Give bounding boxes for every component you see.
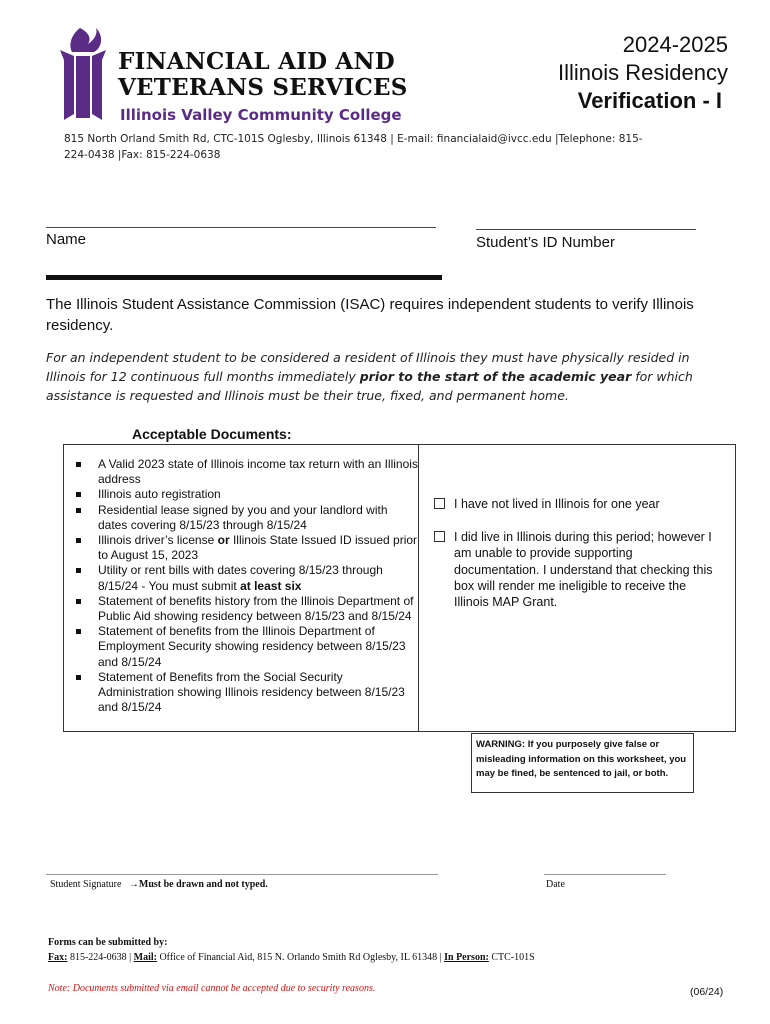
bullet-icon — [76, 629, 81, 634]
section-divider — [46, 275, 442, 280]
list-item: Statement of benefits history from the Illinois Department of Public Aid showing residency between 8/15/23 and 8/15/24 — [64, 594, 418, 624]
college-name: Illinois Valley Community College — [120, 106, 402, 124]
student-id-field[interactable] — [476, 229, 696, 230]
checkbox-icon[interactable] — [434, 498, 445, 509]
list-item: Utility or rent bills with dates covering 8/15/23 through 8/15/24 - You must submit at least six — [64, 563, 418, 593]
list-item: Illinois auto registration — [64, 487, 418, 502]
warning-box: WARNING: If you purposely give false or misleading information on this worksheet, you may be fined, be sentenced to jail, or both. — [471, 733, 694, 793]
checkbox-label: I did live in Illinois during this period; however I am unable to provide supporting documentation. I understand that checking this box will render me ineligible to receive the Illinois MAP Grant. — [454, 530, 713, 610]
revision-date: (06/24) — [690, 986, 724, 998]
isac-requirement: The Illinois Student Assistance Commission (ISAC) requires independent students to verify Illinois residency. — [46, 296, 694, 334]
bullet-icon — [76, 492, 81, 497]
submission-heading: Forms can be submitted by: — [48, 937, 168, 948]
checkbox-not-lived-one-year[interactable] — [436, 496, 716, 512]
list-item: A Valid 2023 state of Illinois income tax return with an Illinois address — [64, 457, 418, 487]
checkbox-no-documentation[interactable] — [436, 529, 716, 610]
bullet-icon — [76, 568, 81, 573]
org-name-line1: FINANCIAL AID AND — [118, 48, 395, 75]
list-item: Residential lease signed by you and your landlord with dates covering 8/15/23 through 8/15/24 — [64, 503, 418, 533]
residency-definition: For an independent student to be considered a resident of Illinois they must have physically resided in Illinois for 12 continuous full months immediately prior to the start of the academic year for which assistance is requested and Illinois must be their true, fixed, and permanent home. — [46, 350, 693, 403]
list-item: Statement of Benefits from the Social Security Administration showing Illinois residency between 8/15/23 and 8/15/24 — [64, 670, 418, 716]
acceptable-documents-heading: Acceptable Documents: — [132, 426, 292, 442]
bullet-icon — [76, 508, 81, 513]
date-field[interactable] — [544, 874, 666, 875]
checkbox-label: I have not lived in Illinois for one year — [454, 497, 660, 511]
documents-list — [64, 457, 418, 715]
contact-address: 815 North Orland Smith Rd, CTC-101S Oglesby, Illinois 61348 | E-mail: financialaid@ivcc.edu |Telephone: 815-224-0438 |Fax: 815-224-0638 — [64, 133, 643, 161]
student-signature-field[interactable] — [46, 874, 438, 875]
checkbox-icon[interactable] — [434, 531, 445, 542]
email-note: Note: Documents submitted via email cannot be accepted due to security reasons. — [48, 983, 376, 994]
bullet-icon — [76, 675, 81, 680]
bullet-icon — [76, 462, 81, 467]
form-code: Verification - I — [577, 88, 722, 113]
bullet-icon — [76, 599, 81, 604]
signature-label: Student Signature →Must be drawn and not typed. — [50, 879, 268, 890]
award-year: 2024-2025 — [622, 32, 728, 57]
list-item: Illinois driver’s license or Illinois State Issued ID issued prior to August 15, 2023 — [64, 533, 418, 563]
list-item: Statement of benefits from the Illinois Department of Employment Security showing residency between 8/15/23 and 8/15/24 — [64, 624, 418, 670]
ivcc-flame-logo — [58, 26, 108, 126]
student-id-label: Student’s ID Number — [476, 234, 615, 251]
name-label: Name — [46, 231, 87, 248]
org-name-line2: VETERANS SERVICES — [118, 74, 408, 101]
bullet-icon — [76, 538, 81, 543]
submission-methods: Fax: 815-224-0638 | Mail: Office of Financial Aid, 815 N. Orlando Smith Rd Oglesby, IL 61348 | In Person: CTC-101S — [48, 952, 535, 963]
form-title: Illinois Residency — [558, 60, 728, 85]
documents-table — [63, 444, 736, 732]
table-divider — [418, 445, 419, 731]
name-field[interactable] — [46, 227, 436, 228]
date-label: Date — [546, 879, 565, 890]
